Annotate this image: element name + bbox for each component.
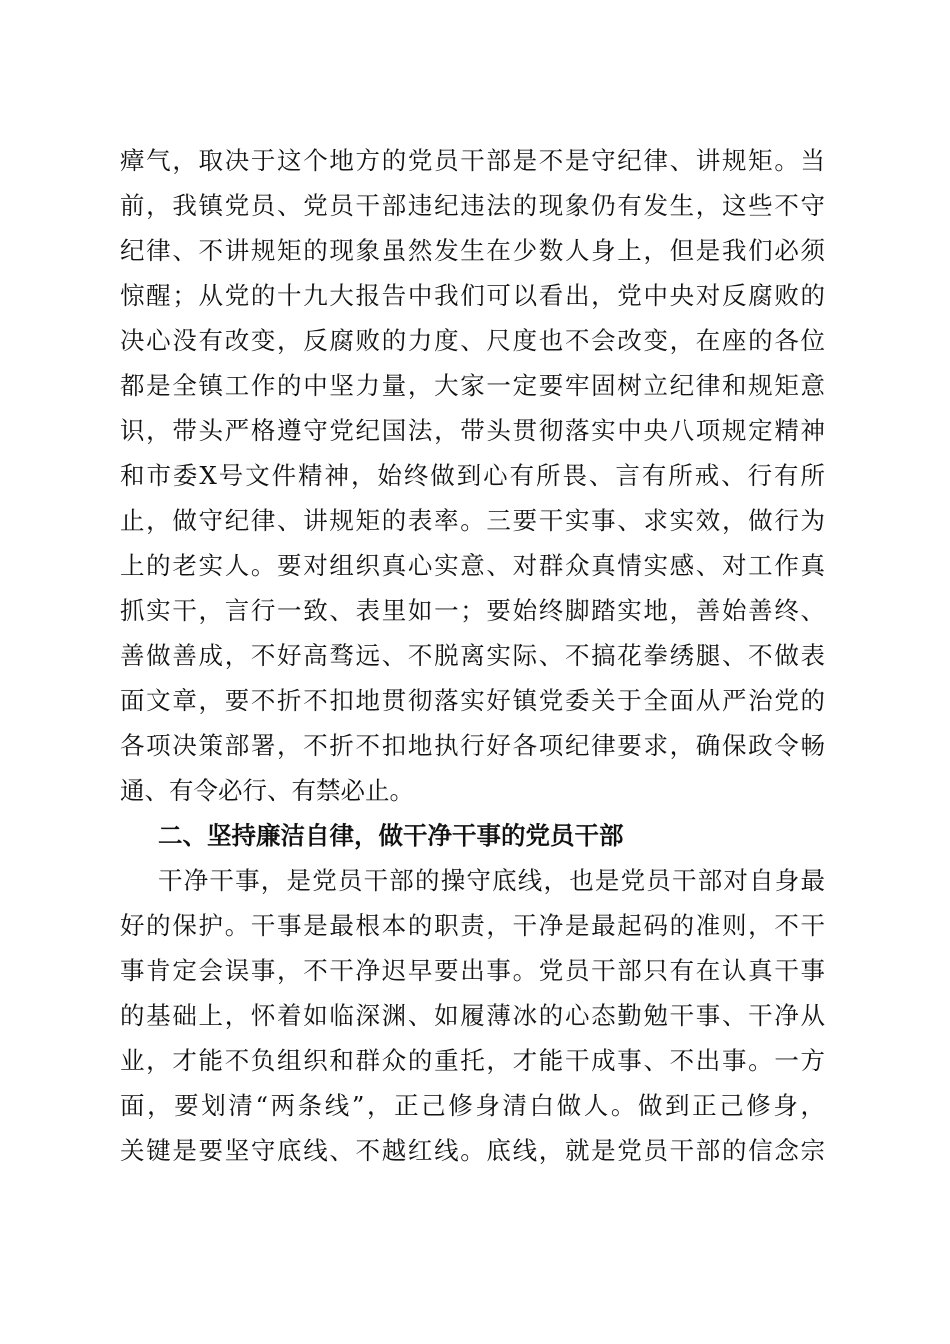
paragraph-2-line-5: 业，才能不负组织和群众的重托，才能干成事、不出事。一方 (120, 1046, 825, 1075)
paragraph-1-line-10: 上的老实人。要对组织真心实意、对群众真情实感、对工作真 (120, 551, 825, 580)
paragraph-1-line-14: 各项决策部署，不折不扣地执行好各项纪律要求，确保政令畅 (120, 731, 825, 760)
paragraph-1-line-11: 抓实干，言行一致、表里如一；要始终脚踏实地，善始善终、 (120, 596, 825, 625)
paragraph-2-line-7: 关键是要坚守底线、不越红线。底线，就是党员干部的信念宗 (120, 1136, 825, 1165)
paragraph-2-line-1: 干净干事，是党员干部的操守底线，也是党员干部对自身最 (158, 866, 825, 895)
paragraph-1-line-13: 面文章，要不折不扣地贯彻落实好镇党委关于全面从严治党的 (120, 686, 825, 715)
paragraph-2-line-3: 事肯定会误事，不干净迟早要出事。党员干部只有在认真干事 (120, 956, 825, 985)
paragraph-2-line-2: 好的保护。干事是最根本的职责，干净是最起码的准则，不干 (120, 911, 825, 940)
paragraph-1-line-12: 善做善成，不好高骛远、不脱离实际、不搞花拳绣腿、不做表 (120, 641, 825, 670)
paragraph-1-line-15: 通、有令必行、有禁必止。 (120, 776, 414, 805)
paragraph-1-line-1: 瘴气，取决于这个地方的党员干部是不是守纪律、讲规矩。当 (120, 146, 825, 175)
paragraph-1-line-8: 和市委X号文件精神，始终做到心有所畏、言有所戒、行有所 (120, 461, 825, 490)
paragraph-1-line-7: 识，带头严格遵守党纪国法，带头贯彻落实中央八项规定精神 (120, 416, 825, 445)
paragraph-2-line-4: 的基础上，怀着如临深渊、如履薄冰的心态勤勉干事、干净从 (120, 1001, 825, 1030)
paragraph-2-line-6: 面，要划清“两条线”，正己修身清白做人。做到正己修身， (120, 1091, 825, 1120)
paragraph-1-line-3: 纪律、不讲规矩的现象虽然发生在少数人身上，但是我们必须 (120, 236, 825, 265)
paragraph-1-line-4: 惊醒；从党的十九大报告中我们可以看出，党中央对反腐败的 (120, 281, 825, 310)
paragraph-1-line-9: 止，做守纪律、讲规矩的表率。三要干实事、求实效，做行为 (120, 506, 825, 535)
paragraph-1-line-2: 前，我镇党员、党员干部违纪违法的现象仍有发生，这些不守 (120, 191, 825, 220)
section-heading: 二、坚持廉洁自律，做干净干事的党员干部 (158, 821, 624, 850)
paragraph-1-line-6: 都是全镇工作的中坚力量，大家一定要牢固树立纪律和规矩意 (120, 371, 825, 400)
paragraph-1-line-5: 决心没有改变，反腐败的力度、尺度也不会改变，在座的各位 (120, 326, 825, 355)
